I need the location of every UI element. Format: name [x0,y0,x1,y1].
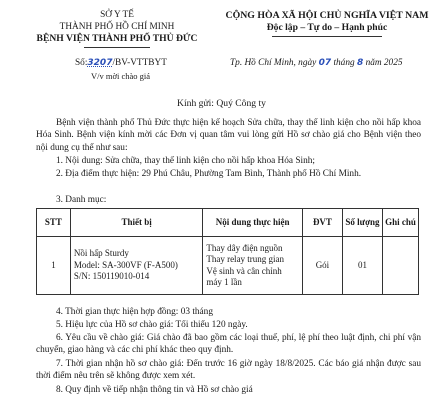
header-underline [84,47,150,48]
date-month-label: tháng [333,58,355,68]
item-table [36,208,419,295]
intro-paragraph: Bệnh viện thành phố Thủ Đức thực hiện kế hoạch Sửa chữa, thay thế linh kiện cho nồi hấp khoa Hóa Sinh. Bệnh viện kính mời các Đơn vị quan tâm vui lòng gửi Hồ sơ chào giá cho Bệnh viện theo nội dung cụ thể như sau: [36,118,421,153]
item-5: 5. Hiệu lực của Hồ sơ chào giá: Tối thiểu 120 ngày. [56,320,248,330]
date-day-handwritten: 07 [318,58,332,68]
item-2: 2. Địa điểm thực hiện: 29 Phú Châu, Phường Tam Bình, Thành phố Hồ Chí Minh. [56,169,362,179]
cell-stt: 1 [37,237,71,295]
salutation: Kính gửi: Quý Công ty [177,98,266,109]
item-7: 7. Thời gian nhận hồ sơ chào giá: Đến trước 16 giờ ngày 18/8/2025. Các báo giá nhận được sau thời điểm nêu trên sẽ không được xem xét. [36,359,421,382]
work-item: Vệ sinh và cân chỉnh máy 1 lần [206,265,282,287]
department-name: SỞ Y TẾ [100,10,134,20]
date-month-handwritten: 8 [356,58,364,68]
document-number [75,58,167,68]
motto-underline [272,36,382,37]
item-4: 4. Thời gian thực hiện hợp đồng: 03 tháng [56,307,213,317]
doc-number-prefix: Số: [75,58,88,68]
document-subject: V/v mời chào giá [91,71,151,81]
device-name: Nồi hấp Sturdy [73,248,129,259]
col-note: Ghi chú [383,209,419,237]
item-6: 6. Yêu cầu về chào giá: Giá chào đã bao gồm các loại thuế, phí, lệ phí theo luật định, chi phí vận chuyển, giao hàng và các chi phí khác theo quy định. [36,333,421,356]
col-qty: Số lượng [342,209,382,237]
hospital-name: BỆNH VIỆN THÀNH PHỐ THỦ ĐỨC [36,33,198,44]
date-prefix: Tp. Hồ Chí Minh, ngày [230,58,317,68]
cell-unit: Gói [302,237,342,295]
col-unit: ĐVT [302,209,342,237]
item-1: 1. Nội dung: Sửa chữa, thay thế linh kiện cho nồi hấp khoa Hóa Sinh; [56,156,315,166]
item-3: 3. Danh mục: [56,195,107,205]
cell-work [203,237,303,295]
col-device: Thiết bị [70,209,202,237]
device-serial: S/N: 150119010-014 [73,271,150,282]
item-8: 8. Quy định về tiếp nhận thông tin và Hồ sơ chào giá [56,385,253,395]
cell-device [70,237,202,295]
table-row [37,237,419,295]
header-left [32,10,202,48]
cell-qty: 01 [342,237,382,295]
cell-note [383,237,419,295]
table-header-row [37,209,419,237]
country-name: CỘNG HÒA XÃ HỘI CHỦ NGHĨA VIỆT NAM [225,10,429,21]
col-work: Nội dung thực hiện [203,209,303,237]
national-motto: Độc lập – Tự do – Hạnh phúc [266,22,388,33]
work-item: Thay dây điện nguồn [206,242,283,253]
device-model: Model: SA-300VF (F-A500) [73,259,178,270]
doc-number-handwritten: 3207 [87,58,113,68]
doc-number-suffix: /BV-VTTBYT [112,58,167,68]
col-stt: STT [37,209,71,237]
city-name: THÀNH PHỐ HỒ CHÍ MINH [59,21,175,32]
date-year: năm 2025 [365,58,403,68]
document-date [230,58,403,68]
work-item: Thay relay trung gian [206,254,285,264]
header-right [212,10,442,37]
